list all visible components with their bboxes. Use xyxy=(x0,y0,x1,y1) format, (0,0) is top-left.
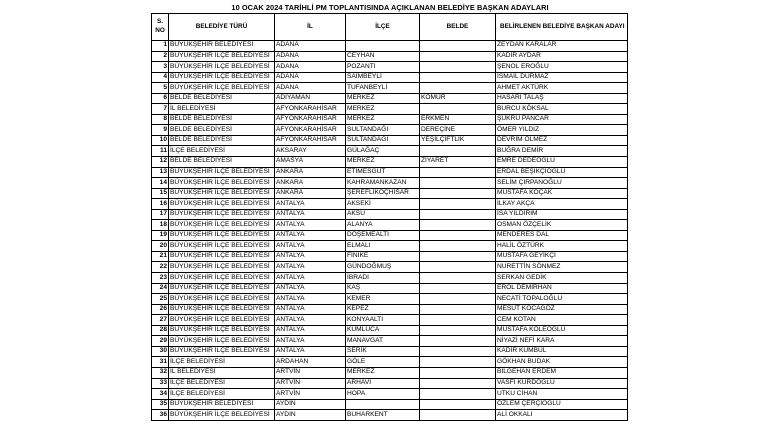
cell-ilce: MANAVGAT xyxy=(346,336,420,347)
header-belediye-turu: BELEDİYE TÜRÜ xyxy=(169,14,275,41)
cell-il: ANTALYA xyxy=(275,199,346,210)
cell-belde xyxy=(420,389,496,400)
cell-il: AYDIN xyxy=(275,399,346,410)
cell-belediye-turu: BÜYÜKŞEHİR İLÇE BELEDİYESİ xyxy=(169,336,275,347)
cell-belde xyxy=(420,220,496,231)
cell-belde xyxy=(420,241,496,252)
cell-ilce: GÜNDOĞMUŞ xyxy=(346,262,420,273)
cell-il: AFYONKARAHİSAR xyxy=(275,125,346,136)
cell-belediye-turu: BÜYÜKŞEHİR İLÇE BELEDİYESİ xyxy=(169,346,275,357)
cell-baskan-adayi: DEVRİM ÖLMEZ xyxy=(496,135,628,146)
cell-belediye-turu: BÜYÜKŞEHİR İLÇE BELEDİYESİ xyxy=(169,262,275,273)
table-row xyxy=(152,51,628,62)
cell-belde xyxy=(420,399,496,410)
cell-il: AKSARAY xyxy=(275,146,346,157)
cell-sira-no: 5 xyxy=(152,83,169,94)
table-row xyxy=(152,62,628,73)
cell-baskan-adayi: KADİR AYDAR xyxy=(496,51,628,62)
cell-belde: YEŞİLÇİFTLİK xyxy=(420,135,496,146)
cell-ilce: GÖLE xyxy=(346,357,420,368)
cell-baskan-adayi: MUSTAFA GEYİKÇİ xyxy=(496,251,628,262)
table-row xyxy=(152,157,628,168)
cell-ilce: KUMLUCA xyxy=(346,325,420,336)
cell-belediye-turu: BELDE BELEDİYESİ xyxy=(169,114,275,125)
cell-belde xyxy=(420,410,496,421)
cell-sira-no: 36 xyxy=(152,410,169,421)
cell-ilce: POZANTI xyxy=(346,62,420,73)
header-belde: BELDE xyxy=(420,14,496,41)
cell-sira-no: 31 xyxy=(152,357,169,368)
cell-belediye-turu: BÜYÜKŞEHİR İLÇE BELEDİYESİ xyxy=(169,410,275,421)
cell-il: ANTALYA xyxy=(275,304,346,315)
header-il: İL xyxy=(275,14,346,41)
cell-ilce: ETİMESGUT xyxy=(346,167,420,178)
cell-sira-no: 2 xyxy=(152,51,169,62)
cell-belde xyxy=(420,83,496,94)
cell-belde xyxy=(420,188,496,199)
cell-baskan-adayi: EROL DEMİRHAN xyxy=(496,283,628,294)
table-row xyxy=(152,315,628,326)
table-row xyxy=(152,146,628,157)
table-row xyxy=(152,125,628,136)
cell-belde xyxy=(420,146,496,157)
cell-belde xyxy=(420,41,496,52)
cell-baskan-adayi: ŞÜKRÜ PANCAR xyxy=(496,114,628,125)
cell-ilce: AKSU xyxy=(346,209,420,220)
table-body xyxy=(152,41,628,421)
cell-baskan-adayi: KADİR KUMBUL xyxy=(496,346,628,357)
cell-sira-no: 12 xyxy=(152,157,169,168)
cell-il: AYDIN xyxy=(275,410,346,421)
cell-il: ANTALYA xyxy=(275,230,346,241)
cell-il: ANTALYA xyxy=(275,209,346,220)
cell-belde xyxy=(420,62,496,73)
cell-ilce xyxy=(346,41,420,52)
table-row xyxy=(152,399,628,410)
cell-belediye-turu: İLÇE BELEDİYESİ xyxy=(169,389,275,400)
cell-baskan-adayi: BUĞRA DEMİR xyxy=(496,146,628,157)
table-row xyxy=(152,83,628,94)
table-row xyxy=(152,93,628,104)
table-row xyxy=(152,410,628,421)
cell-baskan-adayi: ZEYDAN KARALAR xyxy=(496,41,628,52)
cell-sira-no: 14 xyxy=(152,178,169,189)
cell-sira-no: 17 xyxy=(152,209,169,220)
cell-sira-no: 4 xyxy=(152,72,169,83)
cell-baskan-adayi: HALİL ÖZTÜRK xyxy=(496,241,628,252)
cell-ilce: MERKEZ xyxy=(346,367,420,378)
cell-sira-no: 9 xyxy=(152,125,169,136)
table-row xyxy=(152,273,628,284)
cell-belde xyxy=(420,199,496,210)
cell-ilce: BUHARKENT xyxy=(346,410,420,421)
table-row xyxy=(152,188,628,199)
cell-sira-no: 25 xyxy=(152,294,169,305)
cell-ilce: SAİMBEYLİ xyxy=(346,72,420,83)
table-row xyxy=(152,251,628,262)
table-row xyxy=(152,178,628,189)
cell-sira-no: 33 xyxy=(152,378,169,389)
cell-belediye-turu: İLÇE BELEDİYESİ xyxy=(169,146,275,157)
cell-il: ADANA xyxy=(275,41,346,52)
cell-ilce: ELMALI xyxy=(346,241,420,252)
cell-ilce xyxy=(346,399,420,410)
cell-baskan-adayi: NECATİ TOPALOĞLU xyxy=(496,294,628,305)
table-row xyxy=(152,230,628,241)
cell-il: ANTALYA xyxy=(275,283,346,294)
table-row xyxy=(152,209,628,220)
cell-il: ANTALYA xyxy=(275,325,346,336)
cell-baskan-adayi: HASARİ TALAŞ xyxy=(496,93,628,104)
cell-belde xyxy=(420,294,496,305)
cell-ilce: HOPA xyxy=(346,389,420,400)
cell-belediye-turu: BÜYÜKŞEHİR İLÇE BELEDİYESİ xyxy=(169,241,275,252)
cell-belediye-turu: BELDE BELEDİYESİ xyxy=(169,157,275,168)
cell-ilce: CEYHAN xyxy=(346,51,420,62)
cell-baskan-adayi: EMRE DEDEOĞLU xyxy=(496,157,628,168)
cell-sira-no: 22 xyxy=(152,262,169,273)
cell-ilce: TUFANBEYLİ xyxy=(346,83,420,94)
table-row xyxy=(152,114,628,125)
cell-belde xyxy=(420,251,496,262)
cell-il: ANTALYA xyxy=(275,336,346,347)
table-row xyxy=(152,294,628,305)
table-row xyxy=(152,199,628,210)
cell-belde: DEREÇİNE xyxy=(420,125,496,136)
cell-baskan-adayi: MENDERES DAL xyxy=(496,230,628,241)
cell-sira-no: 8 xyxy=(152,114,169,125)
cell-baskan-adayi: NURETTİN SÖNMEZ xyxy=(496,262,628,273)
cell-belde xyxy=(420,283,496,294)
header-ilce: İLÇE xyxy=(346,14,420,41)
header-sira-no: S. NO xyxy=(152,14,169,41)
cell-ilce: SERİK xyxy=(346,346,420,357)
cell-belediye-turu: BELDE BELEDİYESİ xyxy=(169,125,275,136)
cell-belde xyxy=(420,51,496,62)
cell-sira-no: 13 xyxy=(152,167,169,178)
cell-belediye-turu: BÜYÜKŞEHİR İLÇE BELEDİYESİ xyxy=(169,325,275,336)
table-row xyxy=(152,104,628,115)
cell-il: ANTALYA xyxy=(275,262,346,273)
cell-il: ARTVİN xyxy=(275,367,346,378)
document-title: 10 OCAK 2024 TARİHLİ PM TOPLANTISINDA AÇIKLANAN BELEDİYE BAŞKAN ADAYLARI xyxy=(231,3,549,12)
cell-sira-no: 34 xyxy=(152,389,169,400)
cell-belde xyxy=(420,346,496,357)
cell-il: ANTALYA xyxy=(275,273,346,284)
cell-sira-no: 26 xyxy=(152,304,169,315)
cell-belediye-turu: BÜYÜKŞEHİR İLÇE BELEDİYESİ xyxy=(169,83,275,94)
cell-belediye-turu: BÜYÜKŞEHİR BELEDİYESİ xyxy=(169,399,275,410)
cell-ilce: SULTANDAĞI xyxy=(346,125,420,136)
cell-ilce: KEMER xyxy=(346,294,420,305)
cell-baskan-adayi: BİLGEHAN ERDEM xyxy=(496,367,628,378)
cell-belde xyxy=(420,378,496,389)
cell-sira-no: 11 xyxy=(152,146,169,157)
cell-il: ANKARA xyxy=(275,188,346,199)
cell-baskan-adayi: OSMAN ÖZÇELİK xyxy=(496,220,628,231)
cell-ilce: GÜLAĞAÇ xyxy=(346,146,420,157)
table-row xyxy=(152,346,628,357)
table-row xyxy=(152,262,628,273)
table-row xyxy=(152,389,628,400)
cell-belde xyxy=(420,325,496,336)
cell-baskan-adayi: ŞENOL EROĞLU xyxy=(496,62,628,73)
cell-il: ANTALYA xyxy=(275,346,346,357)
cell-baskan-adayi: NİYAZİ NEFİ KARA xyxy=(496,336,628,347)
cell-belde xyxy=(420,262,496,273)
cell-baskan-adayi: CEM KOTAN xyxy=(496,315,628,326)
cell-ilce: MERKEZ xyxy=(346,104,420,115)
cell-il: ANTALYA xyxy=(275,251,346,262)
table-row xyxy=(152,325,628,336)
cell-belde xyxy=(420,273,496,284)
cell-baskan-adayi: İSMAİL DURMAZ xyxy=(496,72,628,83)
cell-baskan-adayi: ALİ OKKALI xyxy=(496,410,628,421)
cell-baskan-adayi: MESUT KOCAGÖZ xyxy=(496,304,628,315)
cell-belde xyxy=(420,167,496,178)
cell-belediye-turu: İL BELEDİYESİ xyxy=(169,104,275,115)
cell-sira-no: 18 xyxy=(152,220,169,231)
cell-sira-no: 16 xyxy=(152,199,169,210)
cell-belediye-turu: BÜYÜKŞEHİR İLÇE BELEDİYESİ xyxy=(169,209,275,220)
cell-belde xyxy=(420,209,496,220)
cell-belediye-turu: BÜYÜKŞEHİR İLÇE BELEDİYESİ xyxy=(169,283,275,294)
cell-belde: ZİYARET xyxy=(420,157,496,168)
cell-il: ADANA xyxy=(275,72,346,83)
cell-belde xyxy=(420,104,496,115)
cell-ilce: MERKEZ xyxy=(346,157,420,168)
cell-belediye-turu: BÜYÜKŞEHİR İLÇE BELEDİYESİ xyxy=(169,304,275,315)
cell-il: ADIYAMAN xyxy=(275,93,346,104)
table-header-row xyxy=(152,14,628,41)
cell-sira-no: 24 xyxy=(152,283,169,294)
cell-belediye-turu: BÜYÜKŞEHİR İLÇE BELEDİYESİ xyxy=(169,62,275,73)
table-row xyxy=(152,283,628,294)
cell-ilce: İBRADI xyxy=(346,273,420,284)
cell-sira-no: 30 xyxy=(152,346,169,357)
cell-baskan-adayi: BURCU KÖKSAL xyxy=(496,104,628,115)
cell-sira-no: 27 xyxy=(152,315,169,326)
cell-belediye-turu: BÜYÜKŞEHİR İLÇE BELEDİYESİ xyxy=(169,167,275,178)
cell-belediye-turu: İLÇE BELEDİYESİ xyxy=(169,378,275,389)
cell-belde xyxy=(420,230,496,241)
cell-ilce: ŞEREFLİKOÇHİSAR xyxy=(346,188,420,199)
cell-sira-no: 7 xyxy=(152,104,169,115)
cell-il: ARDAHAN xyxy=(275,357,346,368)
cell-sira-no: 3 xyxy=(152,62,169,73)
cell-ilce: KEPEZ xyxy=(346,304,420,315)
cell-baskan-adayi: SELİM ÇIRPANOĞLU xyxy=(496,178,628,189)
cell-il: ADANA xyxy=(275,83,346,94)
cell-ilce: KONYAALTI xyxy=(346,315,420,326)
table-row xyxy=(152,41,628,52)
cell-sira-no: 1 xyxy=(152,41,169,52)
cell-baskan-adayi: SERKAN GEDİK xyxy=(496,273,628,284)
cell-sira-no: 19 xyxy=(152,230,169,241)
cell-baskan-adayi: MUSTAFA KOÇAK xyxy=(496,188,628,199)
cell-il: ANKARA xyxy=(275,167,346,178)
cell-ilce: FİNİKE xyxy=(346,251,420,262)
cell-sira-no: 32 xyxy=(152,367,169,378)
cell-il: AMASYA xyxy=(275,157,346,168)
cell-baskan-adayi: İLKAY AKÇA xyxy=(496,199,628,210)
table-row xyxy=(152,220,628,231)
cell-sira-no: 28 xyxy=(152,325,169,336)
cell-belediye-turu: BÜYÜKŞEHİR İLÇE BELEDİYESİ xyxy=(169,230,275,241)
cell-belde xyxy=(420,178,496,189)
cell-ilce: KAHRAMANKAZAN xyxy=(346,178,420,189)
cell-sira-no: 20 xyxy=(152,241,169,252)
cell-ilce: MERKEZ xyxy=(346,114,420,125)
cell-belediye-turu: BÜYÜKŞEHİR İLÇE BELEDİYESİ xyxy=(169,199,275,210)
cell-belediye-turu: BÜYÜKŞEHİR İLÇE BELEDİYESİ xyxy=(169,315,275,326)
cell-belediye-turu: İL BELEDİYESİ xyxy=(169,367,275,378)
cell-ilce: AKSEKİ xyxy=(346,199,420,210)
cell-baskan-adayi: MUSTAFA KÖLEOĞLU xyxy=(496,325,628,336)
cell-il: ADANA xyxy=(275,51,346,62)
cell-belediye-turu: BÜYÜKŞEHİR İLÇE BELEDİYESİ xyxy=(169,51,275,62)
cell-sira-no: 6 xyxy=(152,93,169,104)
cell-baskan-adayi: ÖMER YILDIZ xyxy=(496,125,628,136)
table-row xyxy=(152,378,628,389)
cell-belediye-turu: BÜYÜKŞEHİR İLÇE BELEDİYESİ xyxy=(169,273,275,284)
table-row xyxy=(152,241,628,252)
cell-belde xyxy=(420,357,496,368)
cell-belediye-turu: BELDE BELEDİYESİ xyxy=(169,93,275,104)
cell-belediye-turu: BÜYÜKŞEHİR İLÇE BELEDİYESİ xyxy=(169,251,275,262)
cell-il: ARTVİN xyxy=(275,389,346,400)
cell-belediye-turu: BÜYÜKŞEHİR İLÇE BELEDİYESİ xyxy=(169,188,275,199)
cell-baskan-adayi: İSA YILDIRIM xyxy=(496,209,628,220)
cell-ilce: ARHAVİ xyxy=(346,378,420,389)
cell-belde xyxy=(420,72,496,83)
cell-baskan-adayi: ERDAL BEŞİKÇİOĞLU xyxy=(496,167,628,178)
table-row xyxy=(152,336,628,347)
cell-il: ANTALYA xyxy=(275,315,346,326)
candidate-table xyxy=(151,13,628,421)
cell-baskan-adayi: AHMET AKTÜRK xyxy=(496,83,628,94)
cell-sira-no: 35 xyxy=(152,399,169,410)
cell-belediye-turu: BÜYÜKŞEHİR İLÇE BELEDİYESİ xyxy=(169,178,275,189)
cell-sira-no: 15 xyxy=(152,188,169,199)
table-row xyxy=(152,167,628,178)
cell-il: ANTALYA xyxy=(275,241,346,252)
cell-ilce: SULTANDAĞI xyxy=(346,135,420,146)
cell-ilce: MERKEZ xyxy=(346,93,420,104)
cell-sira-no: 10 xyxy=(152,135,169,146)
cell-sira-no: 21 xyxy=(152,251,169,262)
cell-il: AFYONKARAHİSAR xyxy=(275,135,346,146)
cell-baskan-adayi: VASFİ KURDOĞLU xyxy=(496,378,628,389)
cell-belde xyxy=(420,336,496,347)
cell-sira-no: 29 xyxy=(152,336,169,347)
cell-belediye-turu: BELDE BELEDİYESİ xyxy=(169,135,275,146)
table-row xyxy=(152,367,628,378)
table-row xyxy=(152,72,628,83)
cell-il: ANTALYA xyxy=(275,220,346,231)
cell-il: ARTVİN xyxy=(275,378,346,389)
header-baskan-adayi: BELİRLENEN BELEDİYE BAŞKAN ADAYI xyxy=(496,14,628,41)
cell-belediye-turu: BÜYÜKŞEHİR İLÇE BELEDİYESİ xyxy=(169,294,275,305)
cell-baskan-adayi: GÖKHAN BUDAK xyxy=(496,357,628,368)
cell-belediye-turu: BÜYÜKŞEHİR İLÇE BELEDİYESİ xyxy=(169,72,275,83)
cell-belediye-turu: BÜYÜKŞEHİR BELEDİYESİ xyxy=(169,41,275,52)
cell-il: ANTALYA xyxy=(275,294,346,305)
cell-belde: KÖMÜR xyxy=(420,93,496,104)
cell-baskan-adayi: UTKU CİHAN xyxy=(496,389,628,400)
cell-belde xyxy=(420,367,496,378)
cell-belediye-turu: İLÇE BELEDİYESİ xyxy=(169,357,275,368)
cell-belde xyxy=(420,315,496,326)
table-row xyxy=(152,135,628,146)
cell-belde: ERKMEN xyxy=(420,114,496,125)
cell-ilce: ALANYA xyxy=(346,220,420,231)
cell-il: AFYONKARAHİSAR xyxy=(275,114,346,125)
cell-belde xyxy=(420,304,496,315)
cell-il: ANKARA xyxy=(275,178,346,189)
cell-belediye-turu: BÜYÜKŞEHİR İLÇE BELEDİYESİ xyxy=(169,220,275,231)
cell-il: ADANA xyxy=(275,62,346,73)
table-row xyxy=(152,357,628,368)
cell-ilce: KAŞ xyxy=(346,283,420,294)
cell-baskan-adayi: ÖZLEM ÇERÇİOĞLU xyxy=(496,399,628,410)
cell-sira-no: 23 xyxy=(152,273,169,284)
cell-il: AFYONKARAHİSAR xyxy=(275,104,346,115)
cell-ilce: DÖŞEMEALTI xyxy=(346,230,420,241)
table-row xyxy=(152,304,628,315)
